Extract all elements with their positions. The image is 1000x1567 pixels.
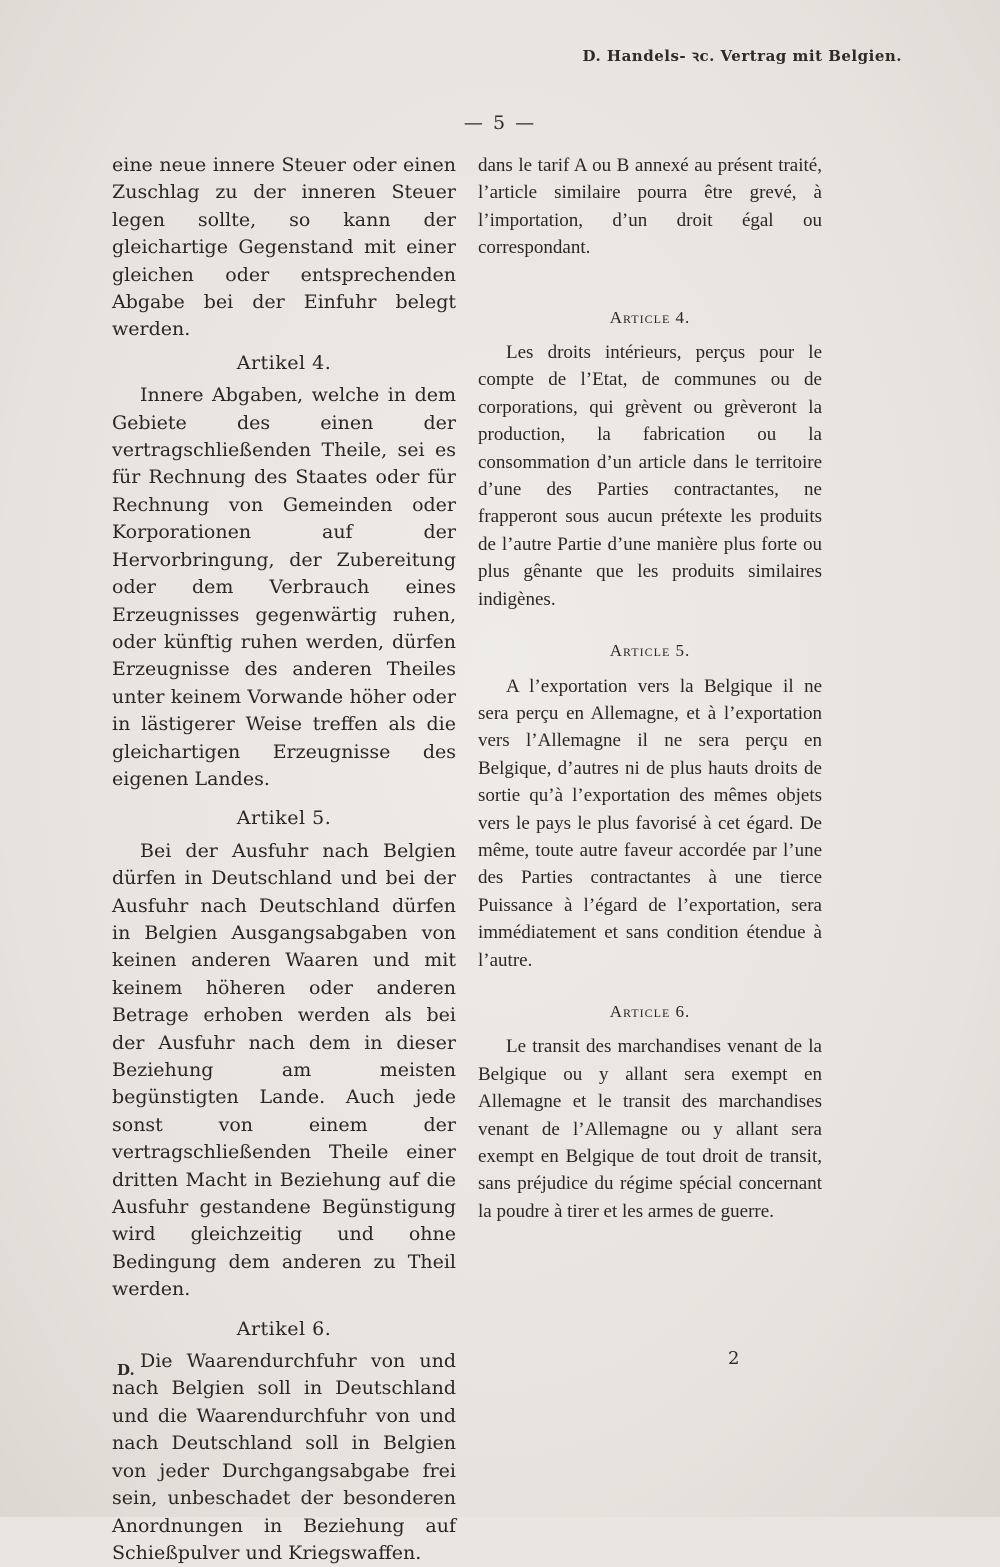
- german-article-6-heading: Artikel 6.: [236, 1317, 332, 1340]
- french-article-5-text: A l’exportation vers la Belgique il ne sera perçu en Allemagne, et à l’exportation vers l’Allemagne il ne sera perçu en Belgique, d’autres ni de plus hauts droits de sortie qu’à l’exportation des mêmes objets vers le pays le plus favorisé à cet égard. De même, toute autre faveur accordée par l’une des Parties contractantes à une tierce Puissance à l’égard de l’exportation, sera immédiatement et sans condition étendue à l’autre.: [478, 675, 822, 971]
- signature-mark: D.: [117, 1361, 135, 1379]
- german-article-4-text: Innere Abgaben, welche in dem Gebiete des einen der vertragschließenden Theile, sei es für Rechnung des Staates oder für Rechnung von Gemeinden oder Korporationen auf der Hervorbringung, der Zubereitung oder dem Verbrauch eines Erzeugnisses gegenwärtig ruhen, oder künftig ruhen werden, dürfen Erzeugnisse des anderen Theiles unter keinem Vorwande höher oder in lästigerer Weise treffen als die gleichartigen Erzeugnisse des eigenen Landes.: [112, 384, 456, 790]
- german-column: [112, 152, 456, 1567]
- french-intro-paragraph: dans le tarif A ou B annexé au présent traité, l’article similaire pourra être grevé, à l’importation, d’un droit égal ou correspondant.: [478, 155, 822, 259]
- german-article-5-text: Bei der Ausfuhr nach Belgien dürfen in Deutschland und bei der Ausfuhr nach Deutschland dürfen in Belgien Ausgangsabgaben von keinen anderen Waaren und mit keinem höheren oder anderen Betrage erhoben werden als bei der Ausfuhr nach dem in dieser Beziehung am meisten begünstigten Lande. Auch jede sonst von einem der vertragschließenden Theile einer dritten Macht in Beziehung auf die Ausfuhr gestandene Begünstigung wird gleichzeitig und ohne Bedingung dem anderen zu Theil werden.: [112, 839, 456, 1301]
- french-column: [478, 152, 822, 1225]
- french-article-4-heading: Article 4.: [609, 307, 691, 327]
- german-article-6-text: Die Waarendurchfuhr von und nach Belgien soll in Deutschland und die Waarendurchfuhr von und nach Deutschland soll in Belgien von jeder Durchgangsabgabe frei sein, unbeschadet der besonderen Anordnungen in Beziehung auf Schießpulver und Kriegswaffen.: [112, 1350, 456, 1564]
- french-article-4-text: Les droits intérieurs, perçus pour le compte de l’Etat, de communes ou de corporations, qui grèvent ou grèveront la production, la fabrication ou la consommation d’un article dans le territoire d’une des Parties contractantes, ne frapperont sous aucun prétexte les produits de l’autre Partie d’une manière plus forte ou plus gênante que les produits similaires indigènes.: [478, 342, 822, 610]
- german-article-5-heading: Artikel 5.: [236, 807, 332, 830]
- french-article-5-heading: Article 5.: [609, 641, 691, 661]
- french-article-6-heading: Article 6.: [609, 1001, 691, 1021]
- german-article-4-heading: Artikel 4.: [236, 351, 332, 374]
- sheet-number: 2: [728, 1348, 740, 1369]
- german-intro-paragraph: eine neue innere Steuer oder einen Zuschlag zu der inneren Steuer legen sollte, so kann der gleichartige Gegenstand mit einer gleichen oder entsprechenden Abgabe bei der Einfuhr belegt werden.: [112, 154, 456, 341]
- running-head: D. Handels- ꝛc. Vertrag mit Belgien.: [582, 47, 902, 65]
- french-article-6-text: Le transit des marchandises venant de la Belgique ou y allant sera exempt en Allemagne et le transit des marchandises venant de l’Allemagne ou y allant sera exempt en Belgique de tout droit de transit, sans préjudice du régime spécial concernant la poudre à tirer et les armes de guerre.: [478, 1036, 822, 1222]
- page-number: — 5 —: [463, 112, 537, 134]
